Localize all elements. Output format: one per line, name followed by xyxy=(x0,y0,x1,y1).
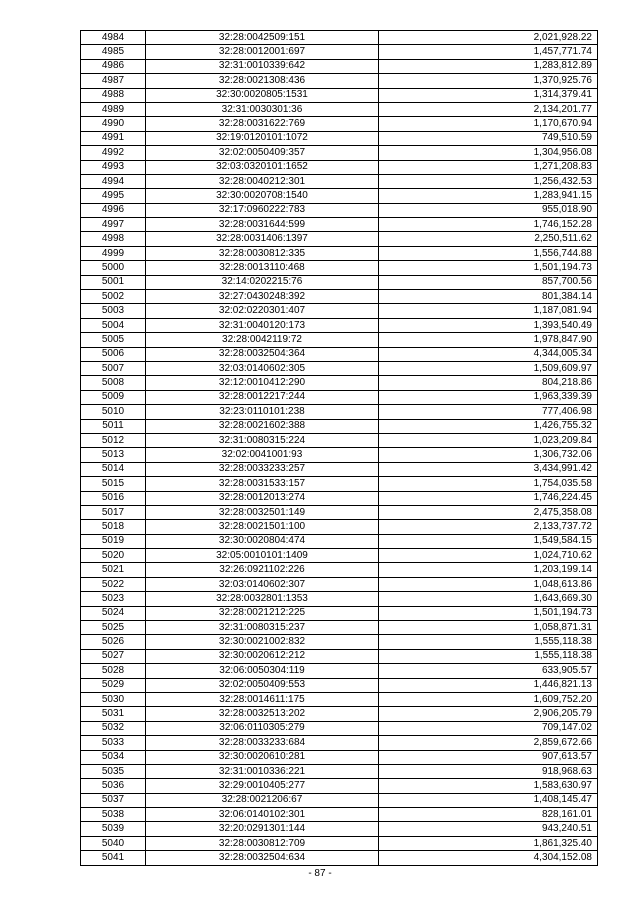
cadastral-number-cell: 32:31:0010336:221 xyxy=(146,764,379,778)
table-row xyxy=(81,304,598,318)
table-row xyxy=(81,793,598,807)
row-number-cell: 4985 xyxy=(81,45,146,59)
row-number-cell: 5035 xyxy=(81,764,146,778)
cadastral-number-cell: 32:28:0014611:175 xyxy=(146,692,379,706)
cadastral-number-cell: 32:28:0021602:388 xyxy=(146,419,379,433)
row-number-cell: 5020 xyxy=(81,549,146,563)
cadastral-number-cell: 32:28:0021501:100 xyxy=(146,520,379,534)
cadastral-number-cell: 32:20:0291301:144 xyxy=(146,822,379,836)
table-row xyxy=(81,347,598,361)
cadastral-number-cell: 32:30:0020805:1531 xyxy=(146,88,379,102)
cadastral-number-cell: 32:28:0012013:274 xyxy=(146,491,379,505)
amount-cell: 1,023,209.84 xyxy=(379,433,598,447)
row-number-cell: 5001 xyxy=(81,275,146,289)
amount-cell: 3,434,991.42 xyxy=(379,462,598,476)
cadastral-number-cell: 32:28:0032504:634 xyxy=(146,851,379,865)
amount-cell: 1,187,081.94 xyxy=(379,304,598,318)
row-number-cell: 5011 xyxy=(81,419,146,433)
table-row xyxy=(81,419,598,433)
cadastral-number-cell: 32:28:0032504:364 xyxy=(146,347,379,361)
row-number-cell: 4986 xyxy=(81,59,146,73)
row-number-cell: 4988 xyxy=(81,88,146,102)
row-number-cell: 5005 xyxy=(81,333,146,347)
cadastral-number-cell: 32:28:0021212:225 xyxy=(146,606,379,620)
cadastral-number-cell: 32:30:0020610:281 xyxy=(146,750,379,764)
row-number-cell: 4993 xyxy=(81,160,146,174)
row-number-cell: 5023 xyxy=(81,592,146,606)
cadastral-number-cell: 32:28:0021308:436 xyxy=(146,74,379,88)
row-number-cell: 4994 xyxy=(81,174,146,188)
amount-cell: 1,370,925.76 xyxy=(379,74,598,88)
row-number-cell: 5017 xyxy=(81,505,146,519)
cadastral-number-cell: 32:30:0021002:832 xyxy=(146,635,379,649)
amount-cell: 804,218.86 xyxy=(379,376,598,390)
row-number-cell: 4990 xyxy=(81,117,146,131)
row-number-cell: 5012 xyxy=(81,433,146,447)
amount-cell: 828,161.01 xyxy=(379,808,598,822)
row-number-cell: 4992 xyxy=(81,146,146,160)
amount-cell: 1,549,584.15 xyxy=(379,534,598,548)
cadastral-number-cell: 32:03:0140602:307 xyxy=(146,577,379,591)
amount-cell: 1,556,744.88 xyxy=(379,246,598,260)
amount-cell: 918,968.63 xyxy=(379,764,598,778)
cadastral-number-cell: 32:28:0032501:149 xyxy=(146,505,379,519)
row-number-cell: 4996 xyxy=(81,203,146,217)
table-row xyxy=(81,664,598,678)
cadastral-number-cell: 32:31:0010339:642 xyxy=(146,59,379,73)
table-row xyxy=(81,146,598,160)
amount-cell: 1,963,339.39 xyxy=(379,390,598,404)
cadastral-number-cell: 32:17:0960222:783 xyxy=(146,203,379,217)
row-number-cell: 5009 xyxy=(81,390,146,404)
cadastral-number-cell: 32:03:0320101:1652 xyxy=(146,160,379,174)
row-number-cell: 5032 xyxy=(81,721,146,735)
row-number-cell: 5028 xyxy=(81,664,146,678)
row-number-cell: 5003 xyxy=(81,304,146,318)
row-number-cell: 5036 xyxy=(81,779,146,793)
amount-cell: 2,133,737.72 xyxy=(379,520,598,534)
table-row xyxy=(81,477,598,491)
cadastral-number-cell: 32:28:0032513:202 xyxy=(146,707,379,721)
row-number-cell: 5030 xyxy=(81,692,146,706)
amount-cell: 2,250,511.62 xyxy=(379,232,598,246)
row-number-cell: 5015 xyxy=(81,477,146,491)
cadastral-number-cell: 32:30:0020708:1540 xyxy=(146,189,379,203)
cadastral-number-cell: 32:30:0020804:474 xyxy=(146,534,379,548)
cadastral-number-cell: 32:02:0041001:93 xyxy=(146,448,379,462)
amount-cell: 633,905.57 xyxy=(379,664,598,678)
cadastral-number-cell: 32:02:0050409:553 xyxy=(146,678,379,692)
amount-cell: 1,314,379.41 xyxy=(379,88,598,102)
row-number-cell: 5031 xyxy=(81,707,146,721)
records-table xyxy=(80,30,598,866)
row-number-cell: 4998 xyxy=(81,232,146,246)
table-row xyxy=(81,333,598,347)
table-row xyxy=(81,275,598,289)
cadastral-number-cell: 32:31:0030301:36 xyxy=(146,102,379,116)
amount-cell: 1,024,710.62 xyxy=(379,549,598,563)
cadastral-number-cell: 32:02:0220301:407 xyxy=(146,304,379,318)
row-number-cell: 4999 xyxy=(81,246,146,260)
row-number-cell: 4995 xyxy=(81,189,146,203)
table-row xyxy=(81,189,598,203)
cadastral-number-cell: 32:28:0033233:684 xyxy=(146,736,379,750)
row-number-cell: 5037 xyxy=(81,793,146,807)
amount-cell: 1,501,194.73 xyxy=(379,261,598,275)
row-number-cell: 5008 xyxy=(81,376,146,390)
amount-cell: 907,613.57 xyxy=(379,750,598,764)
cadastral-number-cell: 32:28:0013110:468 xyxy=(146,261,379,275)
table-row xyxy=(81,232,598,246)
table-row xyxy=(81,592,598,606)
table-row xyxy=(81,563,598,577)
cadastral-number-cell: 32:28:0021206:67 xyxy=(146,793,379,807)
row-number-cell: 5041 xyxy=(81,851,146,865)
table-row xyxy=(81,606,598,620)
amount-cell: 1,746,224.45 xyxy=(379,491,598,505)
amount-cell: 1,555,118.38 xyxy=(379,635,598,649)
table-row xyxy=(81,405,598,419)
row-number-cell: 5033 xyxy=(81,736,146,750)
amount-cell: 2,906,205.79 xyxy=(379,707,598,721)
amount-cell: 1,754,035.58 xyxy=(379,477,598,491)
amount-cell: 1,609,752.20 xyxy=(379,692,598,706)
amount-cell: 1,643,669.30 xyxy=(379,592,598,606)
cadastral-number-cell: 32:26:0921102:226 xyxy=(146,563,379,577)
amount-cell: 1,058,871.31 xyxy=(379,621,598,635)
row-number-cell: 5018 xyxy=(81,520,146,534)
row-number-cell: 5004 xyxy=(81,318,146,332)
row-number-cell: 5019 xyxy=(81,534,146,548)
row-number-cell: 5022 xyxy=(81,577,146,591)
cadastral-number-cell: 32:31:0080315:237 xyxy=(146,621,379,635)
cadastral-number-cell: 32:28:0012217:244 xyxy=(146,390,379,404)
cadastral-number-cell: 32:29:0010405:277 xyxy=(146,779,379,793)
table-row xyxy=(81,764,598,778)
cadastral-number-cell: 32:03:0140602:305 xyxy=(146,361,379,375)
amount-cell: 2,021,928.22 xyxy=(379,31,598,45)
row-number-cell: 4997 xyxy=(81,218,146,232)
amount-cell: 749,510.59 xyxy=(379,131,598,145)
row-number-cell: 5010 xyxy=(81,405,146,419)
cadastral-number-cell: 32:27:0430248:392 xyxy=(146,290,379,304)
table-row xyxy=(81,361,598,375)
table-row xyxy=(81,102,598,116)
table-row xyxy=(81,491,598,505)
cadastral-number-cell: 32:28:0032801:1353 xyxy=(146,592,379,606)
table-row xyxy=(81,577,598,591)
row-number-cell: 5029 xyxy=(81,678,146,692)
table-row xyxy=(81,649,598,663)
table-row xyxy=(81,736,598,750)
amount-cell: 1,393,540.49 xyxy=(379,318,598,332)
row-number-cell: 5024 xyxy=(81,606,146,620)
amount-cell: 857,700.56 xyxy=(379,275,598,289)
cadastral-number-cell: 32:28:0012001:697 xyxy=(146,45,379,59)
amount-cell: 1,170,670.94 xyxy=(379,117,598,131)
table-row xyxy=(81,59,598,73)
amount-cell: 1,457,771.74 xyxy=(379,45,598,59)
row-number-cell: 5013 xyxy=(81,448,146,462)
cadastral-number-cell: 32:19:0120101:1072 xyxy=(146,131,379,145)
amount-cell: 1,306,732.06 xyxy=(379,448,598,462)
amount-cell: 1,408,145.47 xyxy=(379,793,598,807)
amount-cell: 943,240.51 xyxy=(379,822,598,836)
table-row xyxy=(81,31,598,45)
row-number-cell: 5025 xyxy=(81,621,146,635)
cadastral-number-cell: 32:30:0020612:212 xyxy=(146,649,379,663)
table-row xyxy=(81,74,598,88)
table-row xyxy=(81,45,598,59)
amount-cell: 801,384.14 xyxy=(379,290,598,304)
amount-cell: 1,746,152.28 xyxy=(379,218,598,232)
table-row xyxy=(81,390,598,404)
table-row xyxy=(81,174,598,188)
table-row xyxy=(81,117,598,131)
amount-cell: 4,304,152.08 xyxy=(379,851,598,865)
table-row xyxy=(81,203,598,217)
amount-cell: 1,283,812.89 xyxy=(379,59,598,73)
cadastral-number-cell: 32:28:0031644:599 xyxy=(146,218,379,232)
amount-cell: 1,978,847.90 xyxy=(379,333,598,347)
row-number-cell: 5002 xyxy=(81,290,146,304)
table-row xyxy=(81,433,598,447)
table-row xyxy=(81,692,598,706)
cadastral-number-cell: 32:12:0010412:290 xyxy=(146,376,379,390)
table-row xyxy=(81,836,598,850)
cadastral-number-cell: 32:28:0030812:709 xyxy=(146,836,379,850)
cadastral-number-cell: 32:02:0050409:357 xyxy=(146,146,379,160)
row-number-cell: 5034 xyxy=(81,750,146,764)
cadastral-number-cell: 32:28:0031406:1397 xyxy=(146,232,379,246)
amount-cell: 709,147.02 xyxy=(379,721,598,735)
cadastral-number-cell: 32:28:0031622:769 xyxy=(146,117,379,131)
cadastral-number-cell: 32:28:0030812:335 xyxy=(146,246,379,260)
table-row xyxy=(81,721,598,735)
table-row xyxy=(81,851,598,865)
cadastral-number-cell: 32:28:0042509:151 xyxy=(146,31,379,45)
cadastral-number-cell: 32:14:0202215:76 xyxy=(146,275,379,289)
row-number-cell: 5039 xyxy=(81,822,146,836)
cadastral-number-cell: 32:23:0110101:238 xyxy=(146,405,379,419)
amount-cell: 1,861,325.40 xyxy=(379,836,598,850)
table-row xyxy=(81,246,598,260)
amount-cell: 1,304,956.08 xyxy=(379,146,598,160)
row-number-cell: 5040 xyxy=(81,836,146,850)
table-row xyxy=(81,534,598,548)
table-row xyxy=(81,707,598,721)
amount-cell: 2,859,672.66 xyxy=(379,736,598,750)
row-number-cell: 5006 xyxy=(81,347,146,361)
amount-cell: 1,555,118.38 xyxy=(379,649,598,663)
cadastral-number-cell: 32:28:0042119:72 xyxy=(146,333,379,347)
row-number-cell: 4984 xyxy=(81,31,146,45)
cadastral-number-cell: 32:28:0031533:157 xyxy=(146,477,379,491)
table-row xyxy=(81,750,598,764)
row-number-cell: 5027 xyxy=(81,649,146,663)
cadastral-number-cell: 32:06:0140102:301 xyxy=(146,808,379,822)
amount-cell: 1,271,208.83 xyxy=(379,160,598,174)
row-number-cell: 5038 xyxy=(81,808,146,822)
table-row xyxy=(81,621,598,635)
table-row xyxy=(81,376,598,390)
amount-cell: 1,048,613.86 xyxy=(379,577,598,591)
amount-cell: 1,501,194.73 xyxy=(379,606,598,620)
row-number-cell: 5021 xyxy=(81,563,146,577)
table-row xyxy=(81,549,598,563)
table-row xyxy=(81,520,598,534)
row-number-cell: 4987 xyxy=(81,74,146,88)
table-row xyxy=(81,462,598,476)
cadastral-number-cell: 32:28:0040212:301 xyxy=(146,174,379,188)
table-row xyxy=(81,290,598,304)
table-row xyxy=(81,448,598,462)
table-row xyxy=(81,779,598,793)
amount-cell: 1,583,630.97 xyxy=(379,779,598,793)
amount-cell: 2,475,358.08 xyxy=(379,505,598,519)
amount-cell: 2,134,201.77 xyxy=(379,102,598,116)
row-number-cell: 5014 xyxy=(81,462,146,476)
row-number-cell: 5016 xyxy=(81,491,146,505)
cadastral-number-cell: 32:31:0080315:224 xyxy=(146,433,379,447)
row-number-cell: 5000 xyxy=(81,261,146,275)
page-number: - 87 - xyxy=(308,868,332,879)
table-row xyxy=(81,505,598,519)
cadastral-number-cell: 32:31:0040120:173 xyxy=(146,318,379,332)
table-row xyxy=(81,822,598,836)
table-row xyxy=(81,160,598,174)
amount-cell: 4,344,005.34 xyxy=(379,347,598,361)
cadastral-number-cell: 32:28:0033233:257 xyxy=(146,462,379,476)
row-number-cell: 4989 xyxy=(81,102,146,116)
cadastral-number-cell: 32:05:0010101:1409 xyxy=(146,549,379,563)
amount-cell: 955,018.90 xyxy=(379,203,598,217)
amount-cell: 1,283,941.15 xyxy=(379,189,598,203)
cadastral-number-cell: 32:06:0050304:119 xyxy=(146,664,379,678)
table-row xyxy=(81,218,598,232)
amount-cell: 1,256,432.53 xyxy=(379,174,598,188)
records-table-body xyxy=(81,31,598,866)
table-row xyxy=(81,88,598,102)
table-row xyxy=(81,318,598,332)
cadastral-number-cell: 32:06:0110305:279 xyxy=(146,721,379,735)
table-row xyxy=(81,261,598,275)
table-row xyxy=(81,635,598,649)
amount-cell: 1,446,821.13 xyxy=(379,678,598,692)
row-number-cell: 4991 xyxy=(81,131,146,145)
row-number-cell: 5007 xyxy=(81,361,146,375)
amount-cell: 1,426,755.32 xyxy=(379,419,598,433)
amount-cell: 777,406.98 xyxy=(379,405,598,419)
row-number-cell: 5026 xyxy=(81,635,146,649)
table-row xyxy=(81,131,598,145)
table-row xyxy=(81,678,598,692)
amount-cell: 1,203,199.14 xyxy=(379,563,598,577)
amount-cell: 1,509,609.97 xyxy=(379,361,598,375)
table-row xyxy=(81,808,598,822)
